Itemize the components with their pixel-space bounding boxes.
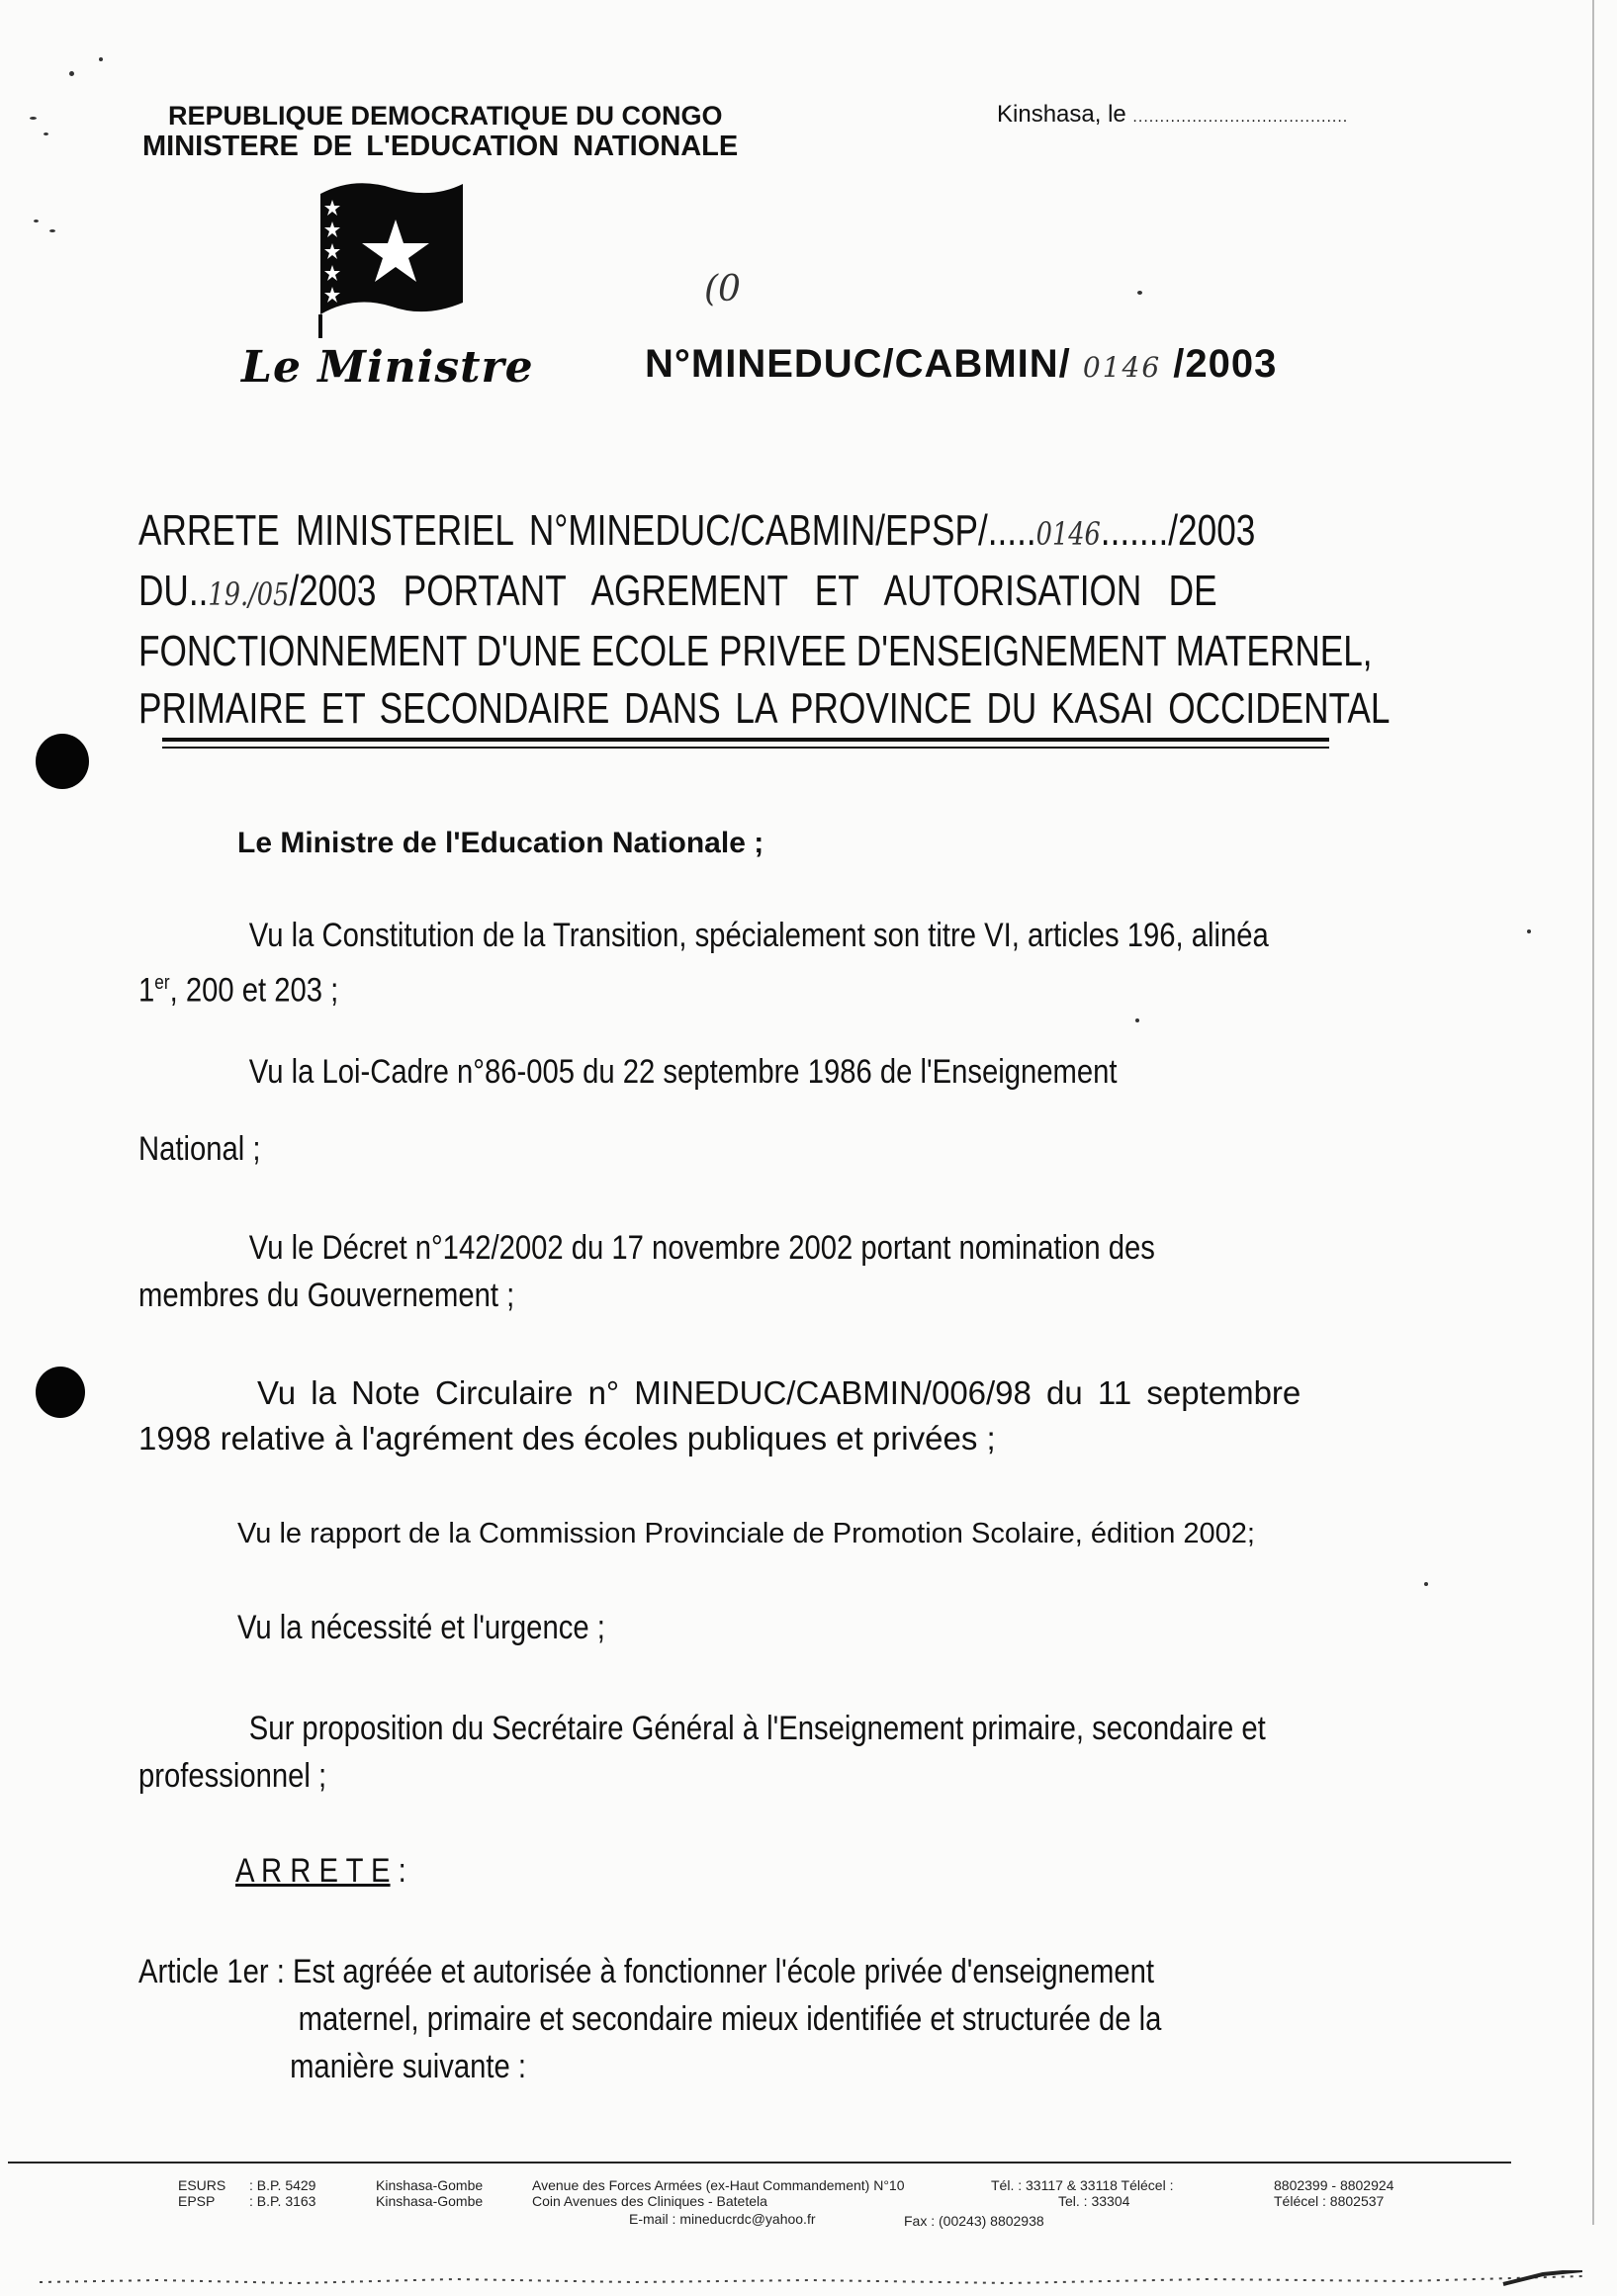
scan-speck xyxy=(1424,1582,1428,1586)
scan-speck xyxy=(69,71,74,76)
title-handwritten-date: 19./05 xyxy=(208,575,290,613)
footer-city-1: Kinshasa-Gombe xyxy=(376,2177,484,2193)
date-line xyxy=(997,101,1348,129)
title-line-2: DU..19./05/2003 PORTANT AGREMENT ET AUTORISATION DE xyxy=(138,567,1217,615)
punch-hole-top xyxy=(36,734,89,789)
right-edge-line xyxy=(1592,0,1594,2225)
arrete-heading: A R R E T E : xyxy=(235,1852,406,1890)
footer-bp-2: : B.P. 3163 xyxy=(249,2193,316,2209)
footer-esurs: ESURS xyxy=(178,2177,226,2193)
vu-loi-cadre-line-2: National ; xyxy=(138,1130,261,1168)
date-label: Kinshasa, le xyxy=(997,101,1126,128)
handwritten-mark: (0 xyxy=(704,269,741,309)
vu-necessite: Vu la nécessité et l'urgence ; xyxy=(237,1609,605,1646)
vu-constitution: Vu la Constitution de la Transition, spécialement son titre VI, articles 196, alinéa 1er, 200 et 203 ; xyxy=(138,917,1269,1010)
article-1-label: Article 1er : xyxy=(138,1953,285,1990)
addressee: Le Ministre de l'Education Nationale ; xyxy=(237,827,764,859)
footer-telecel-2: Télécel : 8802537 xyxy=(1274,2193,1385,2209)
date-blank: ........................................ xyxy=(1132,109,1349,126)
vu-decret: Vu le Décret n°142/2002 du 17 novembre 2002 portant nomination des membres du Gouvernement ; xyxy=(138,1229,1155,1314)
ministry-name: MINISTERE DE L'EDUCATION NATIONALE xyxy=(142,131,739,162)
scan-speck xyxy=(44,132,48,135)
scan-speck xyxy=(34,220,39,222)
footer-address-1: Avenue des Forces Armées (ex-Haut Commandement) N°10 xyxy=(532,2177,905,2193)
title-double-rule xyxy=(162,738,1329,742)
footer-address-2: Coin Avenues des Cliniques - Batetela xyxy=(532,2193,767,2209)
sur-proposition: Sur proposition du Secrétaire Général à l'Enseignement primaire, secondaire et professionnel ; xyxy=(138,1710,1266,1795)
title-handwritten-number: 0146 xyxy=(1035,515,1101,553)
title-line-1: ARRETE MINISTERIEL N°MINEDUC/CABMIN/EPSP/.....0146......./2003 xyxy=(138,506,1256,555)
decree-title xyxy=(138,502,1390,738)
title-line-4: PRIMAIRE ET SECONDAIRE DANS LA PROVINCE DU KASAI OCCIDENTAL xyxy=(138,684,1391,733)
ref-handwritten-number: 0146 xyxy=(1082,351,1162,384)
ref-prefix: N°MINEDUC/CABMIN/ xyxy=(645,342,1071,386)
article-1: Article 1er : Est agréée et autorisée à fonctionner l'école privée d'enseignement maternel, primaire et secondaire mieux identifiée et structurée de la manière suivante : xyxy=(138,1953,1162,2085)
reference-number xyxy=(645,342,1277,387)
ref-year: /2003 xyxy=(1173,342,1278,386)
scan-speck xyxy=(99,57,103,61)
congo-flag-emblem xyxy=(314,170,469,338)
footer-city-2: Kinshasa-Gombe xyxy=(376,2193,484,2209)
title-line-3: FONCTIONNEMENT D'UNE ECOLE PRIVEE D'ENSEIGNEMENT MATERNEL, xyxy=(138,627,1373,675)
country-name: REPUBLIQUE DEMOCRATIQUE DU CONGO xyxy=(168,101,723,131)
footer-telecel-1: 8802399 - 8802924 xyxy=(1274,2177,1394,2193)
vu-note-circulaire: Vu la Note Circulaire n° MINEDUC/CABMIN/006/98 du 11 septembre 1998 relative à l'agrément des écoles publiques et privées ; xyxy=(138,1374,1302,1457)
minister-signature: Le Ministre xyxy=(241,342,534,393)
footer-epsp: EPSP xyxy=(178,2193,216,2209)
footer-tel-2: Tel. : 33304 xyxy=(1058,2193,1130,2209)
scan-speck xyxy=(49,229,55,232)
footer-rule xyxy=(8,2162,1511,2164)
scan-speck xyxy=(1135,1018,1139,1022)
footer-email: E-mail : mineducrdc@yahoo.fr xyxy=(629,2211,816,2227)
title-double-rule-thin xyxy=(162,747,1329,749)
vu-loi-cadre: Vu la Loi-Cadre n°86-005 du 22 septembre 1986 de l'Enseignement xyxy=(248,1053,1118,1091)
footer-bp-1: : B.P. 5429 xyxy=(249,2177,316,2193)
footer-fax: Fax : (00243) 8802938 xyxy=(904,2213,1044,2229)
scan-speck xyxy=(1137,291,1142,295)
scan-noise-bottom xyxy=(40,2270,1582,2290)
scan-speck xyxy=(30,117,37,120)
vu-rapport: Vu le rapport de la Commission Provinciale de Promotion Scolaire, édition 2002; xyxy=(237,1518,1255,1549)
scan-speck xyxy=(1527,929,1531,933)
footer-tel-1: Tél. : 33117 & 33118 Télécel : xyxy=(991,2177,1174,2193)
punch-hole-bottom xyxy=(36,1367,85,1418)
